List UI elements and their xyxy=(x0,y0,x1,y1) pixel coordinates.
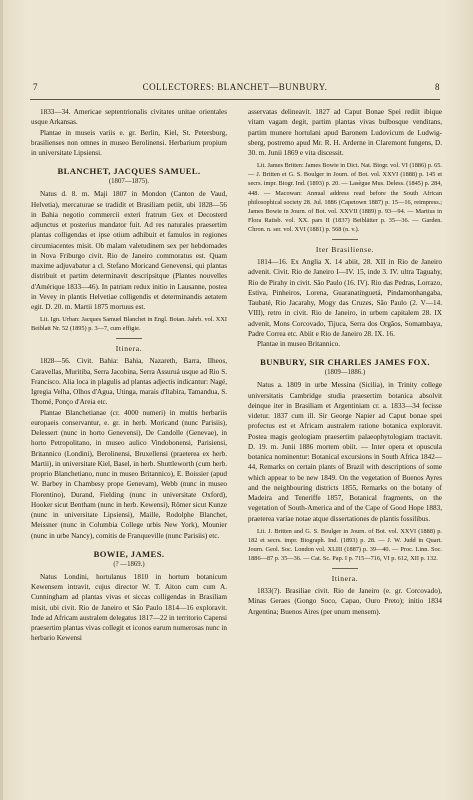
entry-heading: BLANCHET, JACQUES SAMUEL. xyxy=(57,166,201,177)
entry-heading: BOWIE, JAMES. xyxy=(93,548,165,559)
paragraph: 1833—34. Americae septentrionalis civitates unitae orientales usque Arkansas. xyxy=(31,108,227,127)
paragraph: Natus Londini, hortulanus 1810 in hortum botanicum Kewensem intravit, cujus director W. T. Aiton cum cum A. Cunningham ad plantas vivas et siccas colligendas in Brasiliam misit, ubi civit. Rio de Janeiro et São Paulo 1814—16 exploravit. Inde ad Africam australem delegatus 1817—22 in territorio Capensi praesertim plantas vivas collegit et iconos earum numerosas nunc in herbario Kewensi xyxy=(31,572,227,643)
entry-dates: (1807—1875). xyxy=(108,178,150,186)
literature-note: Lit. J. Britten and G. S. Boulger in Journ. of Bot. vol. XXVI (1888) p. 182 et secrs. impr. Biograph. Ind. (1893) p. 28. — J. W. Judd in Quart. Journ. Geol. Soc. London vol. XLIII (1887) p. 39—40. — Proc. Linn. Soc. 1886—87 p. 35—36. — Cat. Sc. Pap. I p. 715—716, VI p. 612, XII p. 132. xyxy=(248,527,442,563)
section-heading: Iter Brasiliense. xyxy=(315,245,375,254)
literature-note: Lit. Ign. Urban: Jacques Samuel Blanchet in Engl. Botan. Jahrb. vol. XXI Beiblatt Nr. 52 (1895) p. 3—7, cum effigie. xyxy=(31,316,227,333)
paragraph: Plantae Blanchetianae (cr. 4000 numeri) in multis herbariis europaeis conservantur, e. gr. in herb. Moricand (nunc Parisiis), Delessert (nunc in horto Genevensi), De Candolle (Genevae), in horto Petropolitano, in museo aulico Vindobonensi, Parisiensi, Britannico (Londini), Berolinensi, Bruxellensi (praeterea ex herb. Martii), in universitate Kiel, Basel, in herb. Shuttleworth (cum herb. proprio Blanchetiano, nunc in museo Britannico), E. Boissier (apud W. Barbey in Chambesy prope Genevam), Webb (nunc in museo Florentino), Durand, Fielding (nunc in universitate Oxford), Hooker sicut Bentham (nunc in herb. Kewensi), Römer sicut Kunze (nunc in universitate Lipsiensi), Maille, Rodolphe Blanchet, Meissner (nunc in Columbia College urbis New York), Mounier (nunc in urbe Nancy), comitis de Franqueville (nunc Parisiis) etc. xyxy=(31,408,228,540)
paragraph: 1814—16. Ex Anglia X. 14 abiit, 28. XII in Rio de Janeiro advenit. Civit. Rio de Janeiro I—IV. 15, inde 3. IV. ultra Taguahy, Rio de Pirahy in civit. São Paulo (16. IV). Rio das Pedras, Lorrazo, Estiva, Pinheiros, Lorena, Guaranatinguetá, Pindamonhangaba, Taubaté, Rio Jacarahy, Mogy das Cruzes, São Paulo (2. V—14. VIII), retro in civit. Rio de Janeiro, in urbem capitalem 28. IX advenit, Mons Corcovado, Tijuca, Serra dos Orgãos, Somambaya, Padre Correa etc. Abiit e Rio de Janeiro 28. IX. 16. xyxy=(248,258,442,338)
page-edge xyxy=(0,0,3,800)
paragraph: asservatas delineavit. 1827 ad Caput Bonae Spei rediit ibique vitam vagam degit, partim plantas vivas bulbosque venditans, partim munere hortulani apud Baronem Ludovicum de Ludwig-sberg, postremo apud Mr. R. H. Arderne in Claremont fungens, D. 30. m. Junii 1869 e vita discessit. xyxy=(248,108,442,157)
section-divider xyxy=(332,239,358,240)
entry-heading: BUNBURY, SIR CHARLES JAMES FOX. xyxy=(260,357,430,368)
section-heading: Itinera. xyxy=(331,574,359,584)
section-divider xyxy=(332,568,358,569)
header-rule xyxy=(30,99,440,100)
paragraph: Natus a. 1809 in urbe Messina (Sicilia), in Trinity college universitatis Cambridge studia praesertim botanica absolvit deinque iter in Brasiliam et Argentiniam cr. a. 1833—34 fecisse videtur. 1837 cum ill. Sir George Napier ad Caput bonae spei profectus est et Africam australem ratione botanica exploravit. Postea magis geologiam praesertim palaeophytologiam tractavit. D. 19. m. Junii 1886 mortem obiit. — Inter opera et opuscula botanica nominentur: Botanical excursions in South Africa 1842—44, Remarks on certain plants of Brazil with descriptions of some which appear to be new 1849. On the vegetation of Buenos Ayres and the neighbouring districts 1855, Remarks on the botany of Madeira and Teneriffe 1857, Botanical fragments, on the vegetation of South-America and of the Cape of Good Hope 1883, praeterea variae notae atque dissertationes de plantis fossilibus. xyxy=(248,381,442,523)
paragraph: 1828—56. Civit. Bahia: Bahia, Nazareth, Barra, Ilheos, Caravellas, Muritiba, Serra Jacobina, Serra Assuruá usque ad Rio S. Francisco. Alia loca in plagulis ad plantas adjectis indicantur: Nagé, Igregia Velha, Olhos d'Agua, Utinga, marais d'Itabira, Tamandua, S. Thomé, Ponço d'Areia etc. xyxy=(31,357,227,407)
running-header xyxy=(30,82,440,98)
paragraph: 1833(?). Brasiliae civit. Rio de Janeiro (e. gr. Corcovado), Minas Geraes (Gongo Soco, Capao, Ouro Preto); initio 1834 Argentina; Buenos Aires (per unum mensem). xyxy=(248,587,442,616)
right-column xyxy=(248,107,442,617)
paragraph: Natus d. 8. m. Maji 1807 in Mondon (Canton de Vaud, Helvetia), mercaturae se tradidit et Brasiliam petiit, ubi 1828—56 in Bahia negotio commercii exteri fratrum Gex et Decosterd adjunctus et posterius mandator fuit. Ad res naturales praesertim plantas colligendas et ipse otium adhibuit et famulos in regiones circumiacentes misit. Ob malam valetudinem sex per hebdomades in Nova Friburgo civit. Rio de Janeiro commoratus est. Quam maxime adjuvabatur a cl. Stefano Moricand Genevensi, qui plantas distribuit et partim determinavit descripsitque (Plantes nouvelles d'Amérique 1833—46). In patriam redux initio in Lausanne, postea in Vevey in plantis Helvetiae colligendis et determinandis aetatem egit. D. 20. m. Martii 1875 mortuus est. xyxy=(31,190,227,311)
page-number-right: 8 xyxy=(435,82,440,92)
paragraph: Plantae in museis variis e. gr. Berlin, Kiel, St. Petersburg, brasilienses non omnes in museo Berolinensi. Herbarium propium in universitate Lipsiensi. xyxy=(31,128,227,157)
section-heading: Itinera. xyxy=(115,344,143,354)
entry-dates: (? —1869.) xyxy=(113,560,145,568)
paragraph: Plantae in museo Britannico. xyxy=(257,340,341,348)
left-column xyxy=(31,107,227,644)
section-divider xyxy=(116,338,142,339)
literature-note: Lit. James Britten: James Bowie in Dict. Nat. Biogr. vol. VI (1886) p. 65. — J. Britten et G. S. Boulger in Journ. of Bot. vol. XXVI (1888) p. 145 et secrs. impr. Biogr. Ind. (1893) p. 20. — Lasègue Mus. Deless. (1845) p. 284, 448. — Macowan: Annual address read before the South African philosophical society 28. Jul. 1886 (Capetown 1887) p. 15—16, reimpress.; James Bowie in Journ. of Bot. vol. XXVII (1889) p. 93—94. — Martius in Flora Ratisb. vol. XX. pars II (1837) Beiblätter p. 35—36. — Garden. Chron. n. ser. vol. XVI (1881) p. 568 (n. v.). xyxy=(248,162,442,233)
page-number-left: 7 xyxy=(33,82,38,92)
entry-dates: (1809—1886.) xyxy=(324,369,366,377)
running-title: COLLECTORES: BLANCHET—BUNBURY. xyxy=(142,82,328,92)
